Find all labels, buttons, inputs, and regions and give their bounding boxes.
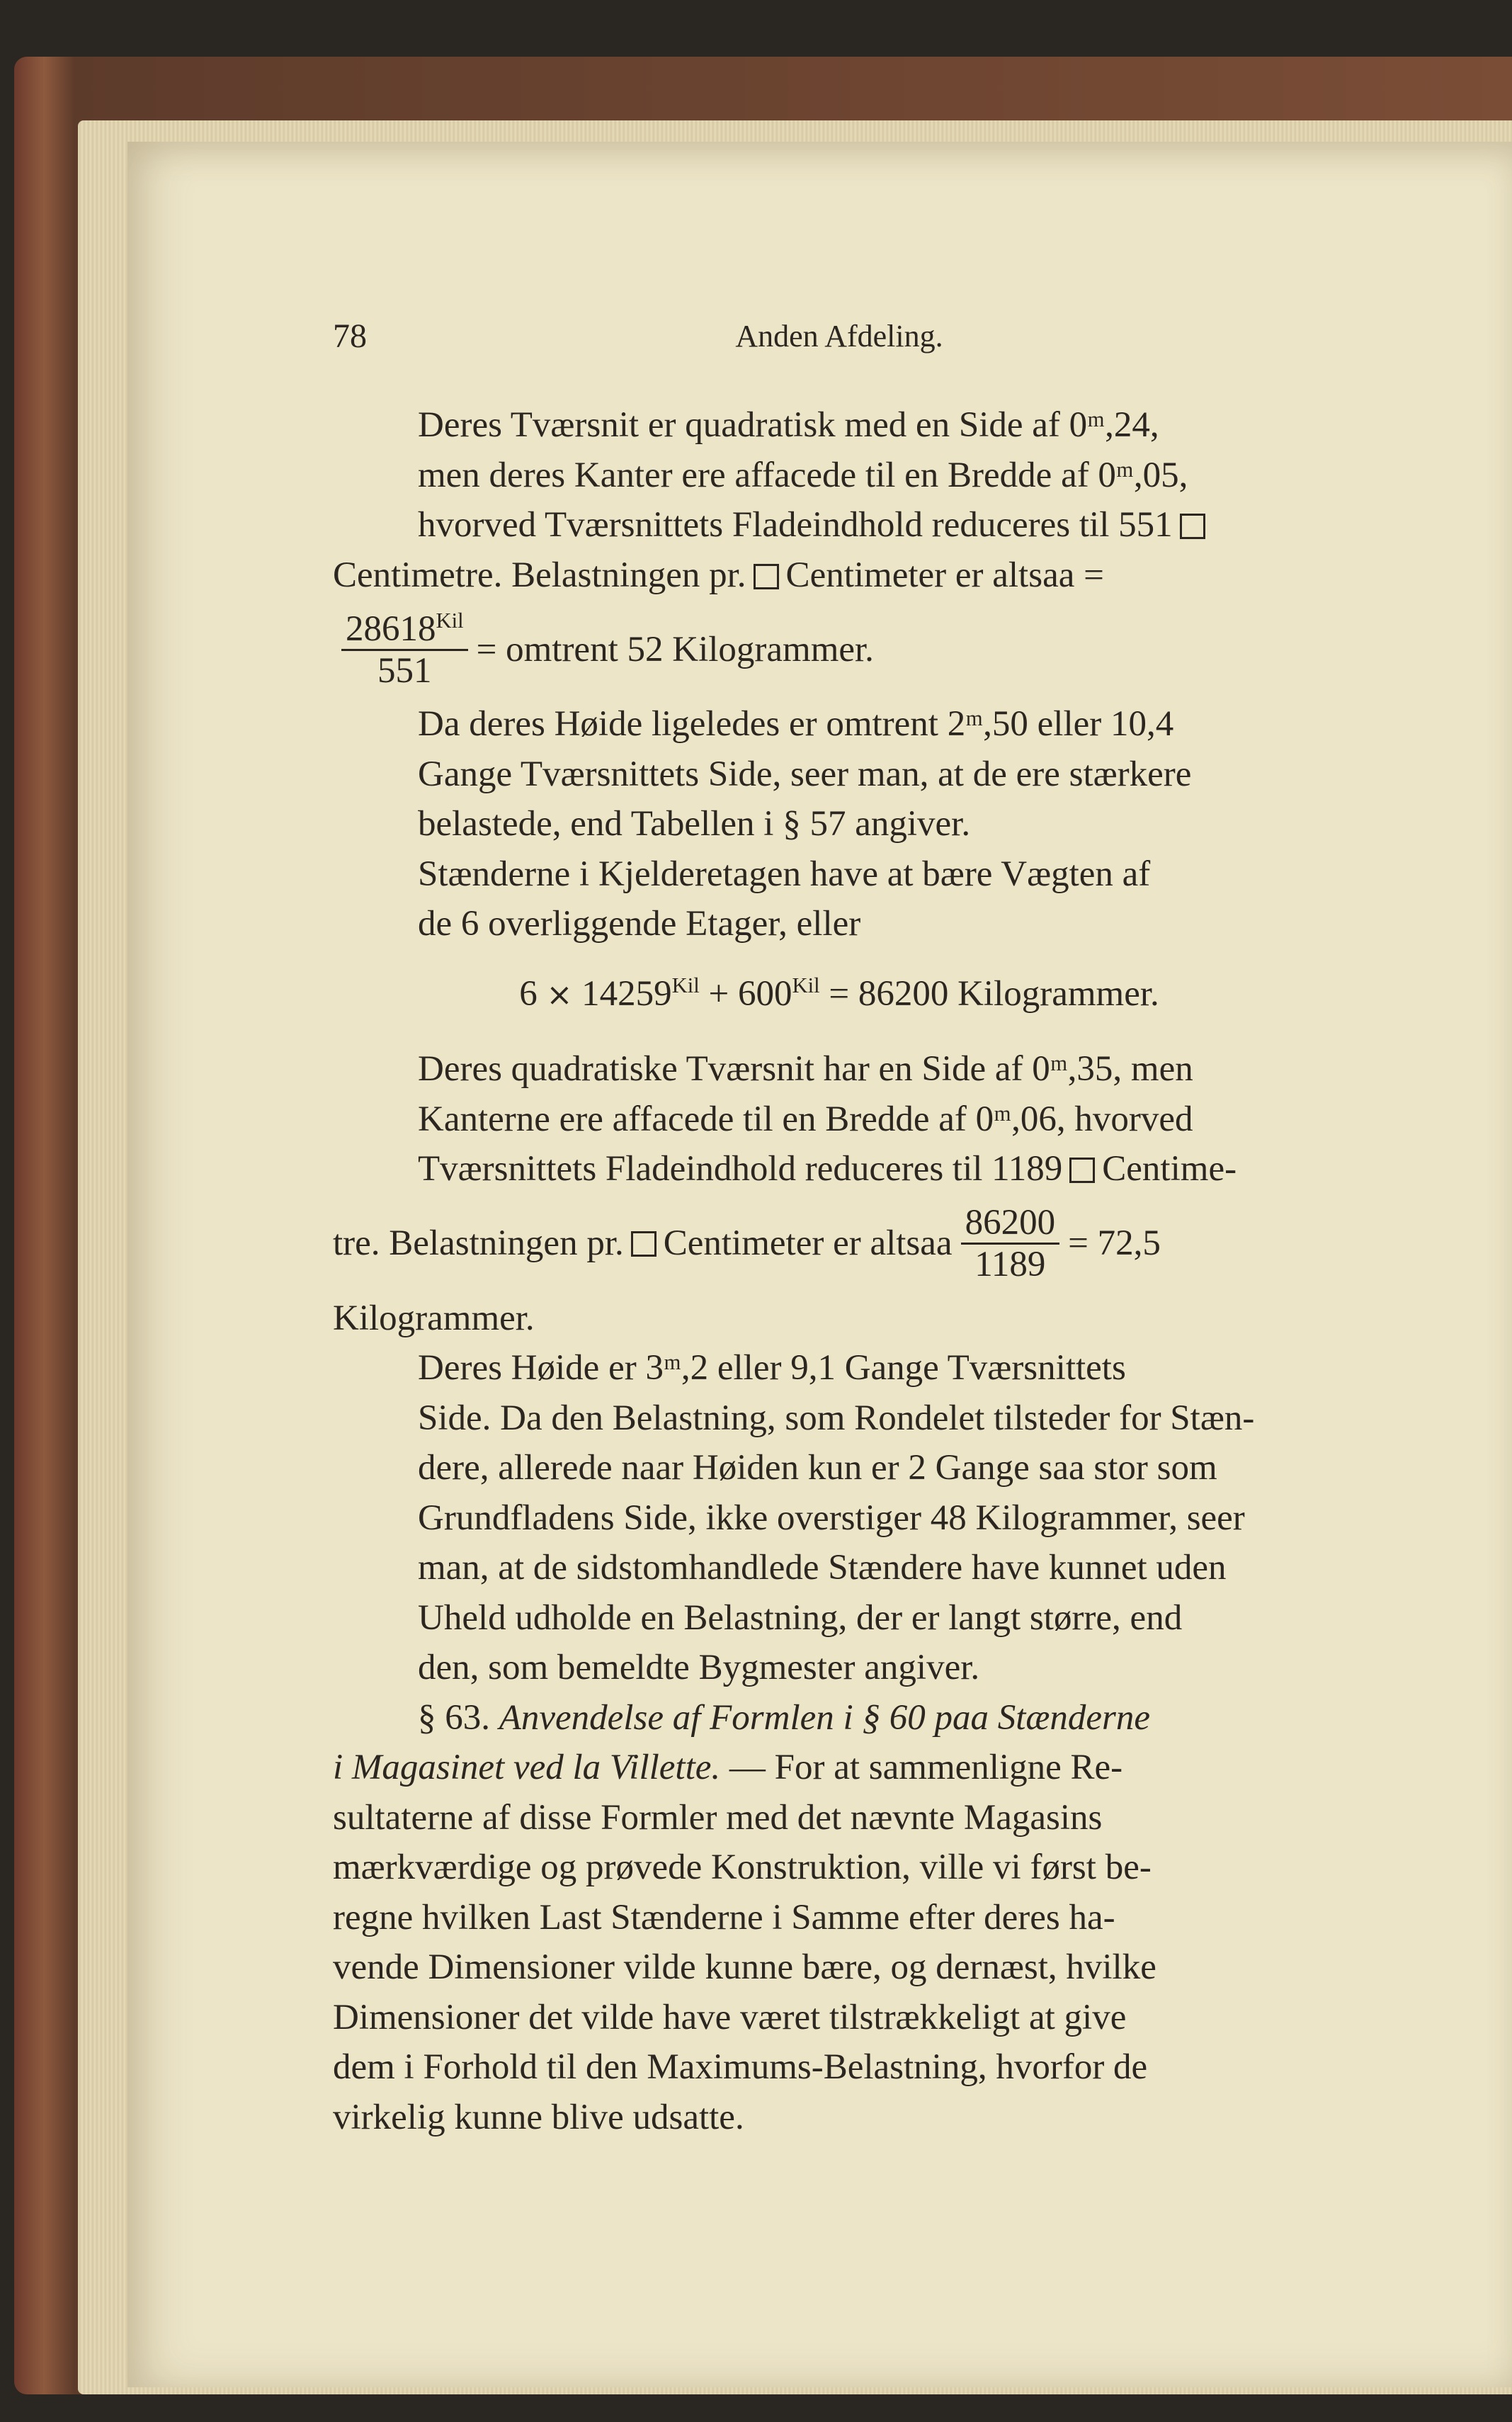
text-line: Da deres Høide ligeledes er omtrent 2ᵐ,50 eller 10,4 — [418, 704, 1174, 744]
square-symbol-icon — [1069, 1158, 1095, 1183]
text-span: = omtrent 52 Kilogrammer. — [476, 629, 874, 669]
square-symbol-icon — [754, 564, 779, 589]
text-span: Tværsnittets Fladeindhold reduceres til 1189 — [418, 1149, 1063, 1189]
text-line: virkelig kunne blive udsatte. — [333, 2097, 744, 2137]
text-span: — For at sammenligne Re- — [729, 1748, 1123, 1787]
text-line: man, at de sidstomhandlede Stændere have kunnet uden — [418, 1548, 1227, 1588]
text-line — [333, 1144, 1346, 1194]
text-line: Dimensioner det vilde have været tilstrækkeligt at give — [333, 1997, 1127, 2037]
paragraph-1 — [333, 400, 1346, 550]
text-line: Gange Tværsnittets Side, seer man, at de ere stærkere — [418, 754, 1192, 794]
fraction — [341, 609, 468, 691]
fraction-denominator: 1189 — [974, 1245, 1046, 1284]
eq-term: 600 — [737, 973, 792, 1014]
text-span: Centimeter er altsaa = — [785, 555, 1104, 595]
page-header — [333, 312, 1346, 361]
text-line: Stænderne i Kjelderetagen have at bære Vægten af — [418, 854, 1151, 894]
fraction-numerator: 86200 — [961, 1203, 1060, 1245]
eq-result: = 86200 Kilogrammer. — [829, 973, 1159, 1014]
text-line: Grundfladens Side, ikke overstiger 48 Kilogrammer, seer — [418, 1498, 1245, 1538]
text-line: sultaterne af disse Formler med det nævnte Magasins — [333, 1797, 1103, 1838]
fraction — [961, 1203, 1060, 1284]
paragraph-1-cont — [333, 550, 1346, 601]
paragraph-6 — [333, 1693, 1346, 1743]
paragraph-5 — [333, 1343, 1346, 1693]
paragraph-2 — [333, 699, 1346, 849]
square-symbol-icon — [1180, 514, 1205, 539]
eq-term: 14259 — [581, 973, 672, 1014]
paragraph-6-cont — [333, 1743, 1346, 2142]
running-title: Anden Afdeling. — [735, 319, 943, 353]
plus-icon: + — [708, 973, 729, 1014]
section-number: § 63. — [418, 1697, 490, 1738]
paragraph-4 — [333, 1044, 1346, 1194]
text-line: vende Dimensioner vilde kunne bære, og dernæst, hvilke — [333, 1947, 1156, 1987]
unit-superscript: Kil — [792, 973, 820, 997]
text-line: belastede, end Tabellen i § 57 angiver. — [418, 804, 971, 844]
paragraph-4-cont — [333, 1294, 1346, 1344]
paragraph-3 — [333, 849, 1346, 949]
text-span: Centime- — [1102, 1149, 1237, 1189]
numerator-value: 28618 — [346, 609, 436, 649]
section-title: i Magasinet ved la Villette. — [333, 1748, 721, 1787]
text-block — [333, 312, 1346, 2142]
text-span: Centimeter er altsaa — [663, 1223, 953, 1264]
text-span: tre. Belastningen pr. — [333, 1223, 624, 1264]
text-span: hvorved Tværsnittets Fladeindhold reduceres til 551 — [418, 505, 1173, 545]
fraction-row-1 — [333, 600, 1346, 699]
text-line — [333, 1693, 1346, 1743]
text-line: regne hvilken Last Stænderne i Samme efter deres ha- — [333, 1897, 1115, 1937]
multiply-icon: × — [546, 976, 573, 1013]
text-line: mærkværdige og prøvede Konstruktion, ville vi først be- — [333, 1847, 1152, 1887]
text-line: dem i Forhold til den Maximums-Belastning, hvorfor de — [333, 2047, 1148, 2087]
text-line: Deres Tværsnit er quadratisk med en Side af 0ᵐ,24, — [418, 405, 1159, 445]
text-line: Side. Da den Belastning, som Rondelet tilsteder for Stæn- — [418, 1398, 1255, 1438]
text-line: den, som bemeldte Bygmester angiver. — [418, 1648, 980, 1687]
unit-superscript: Kil — [436, 608, 464, 633]
text-line: Uheld udholde en Belastning, der er langt større, end — [418, 1597, 1183, 1638]
text-line: Kanterne ere affacede til en Bredde af 0ᵐ,06, hvorved — [418, 1099, 1193, 1139]
text-line: Deres Høide er 3ᵐ,2 eller 9,1 Gange Tværsnittets — [418, 1348, 1126, 1388]
fraction-row-2 — [333, 1194, 1346, 1294]
fraction-denominator: 551 — [377, 650, 432, 691]
unit-superscript: Kil — [671, 973, 700, 997]
text-line — [333, 1743, 1346, 1793]
text-span: = 72,5 — [1068, 1223, 1161, 1264]
text-line: Deres quadratiske Tværsnit har en Side af 0ᵐ,35, men — [418, 1049, 1193, 1089]
fraction-numerator — [341, 609, 468, 651]
text-line — [333, 550, 1346, 601]
page-number: 78 — [333, 317, 367, 355]
text-span: Centimetre. Belastningen pr. — [333, 555, 746, 595]
equation-1 — [333, 969, 1346, 1021]
text-line: Kilogrammer. — [333, 1298, 535, 1338]
section-title: Anvendelse af Formlen i § 60 paa Stænderne — [499, 1697, 1150, 1738]
text-line: dere, allerede naar Høiden kun er 2 Gange saa stor som — [418, 1448, 1217, 1488]
text-line — [333, 500, 1346, 550]
square-symbol-icon — [631, 1231, 656, 1257]
text-line: men deres Kanter ere affacede til en Bredde af 0ᵐ,05, — [418, 455, 1188, 495]
text-line: de 6 overliggende Etager, eller — [418, 904, 861, 944]
eq-term: 6 — [519, 973, 538, 1014]
